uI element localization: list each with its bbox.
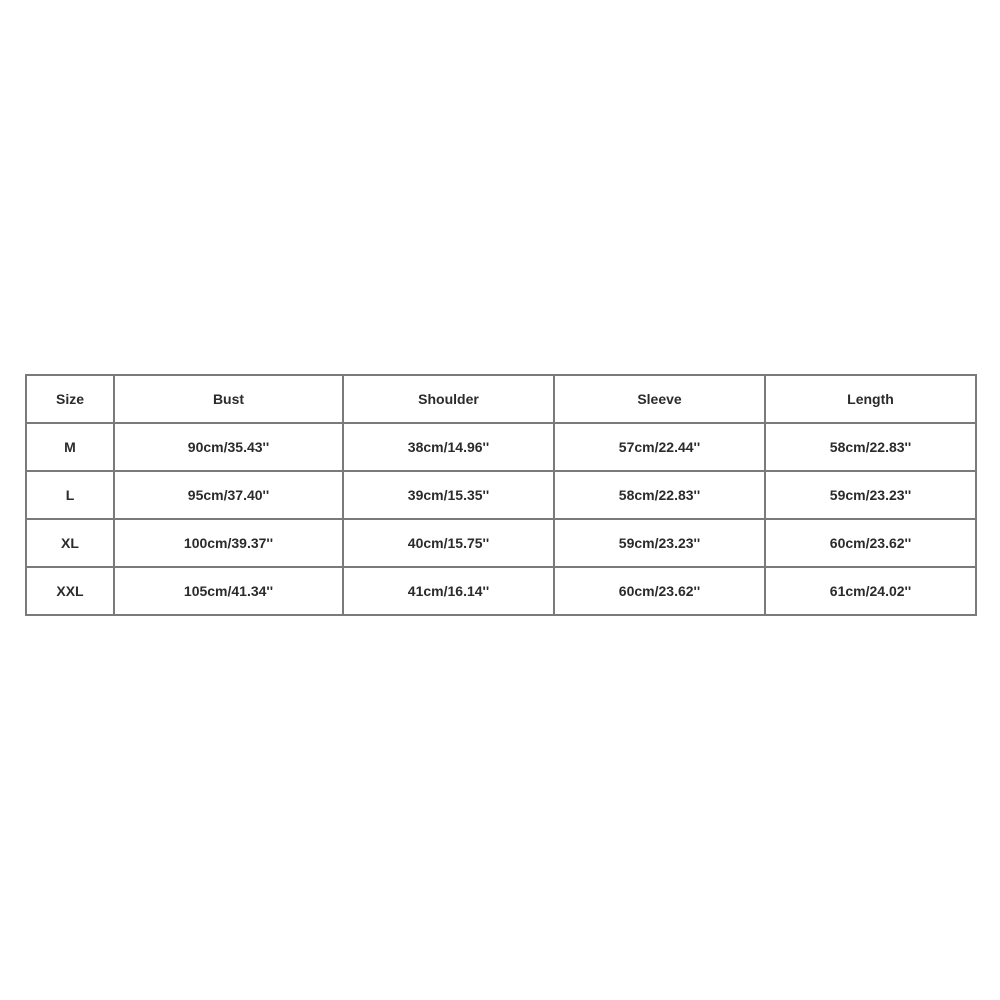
cell-length: 61cm/24.02'' <box>765 567 976 615</box>
cell-length: 60cm/23.62'' <box>765 519 976 567</box>
table-row <box>26 423 976 471</box>
cell-sleeve: 60cm/23.62'' <box>554 567 765 615</box>
cell-sleeve: 59cm/23.23'' <box>554 519 765 567</box>
cell-sleeve: 57cm/22.44'' <box>554 423 765 471</box>
cell-size: L <box>26 471 114 519</box>
cell-size: XL <box>26 519 114 567</box>
cell-length: 58cm/22.83'' <box>765 423 976 471</box>
size-chart-table <box>25 374 977 616</box>
cell-length: 59cm/23.23'' <box>765 471 976 519</box>
cell-shoulder: 41cm/16.14'' <box>343 567 554 615</box>
header-shoulder: Shoulder <box>343 375 554 423</box>
header-length: Length <box>765 375 976 423</box>
cell-bust: 95cm/37.40'' <box>114 471 343 519</box>
header-size: Size <box>26 375 114 423</box>
cell-sleeve: 58cm/22.83'' <box>554 471 765 519</box>
cell-size: XXL <box>26 567 114 615</box>
table-row <box>26 471 976 519</box>
header-row <box>26 375 976 423</box>
header-sleeve: Sleeve <box>554 375 765 423</box>
table-row <box>26 519 976 567</box>
header-bust: Bust <box>114 375 343 423</box>
cell-bust: 90cm/35.43'' <box>114 423 343 471</box>
cell-bust: 105cm/41.34'' <box>114 567 343 615</box>
cell-shoulder: 38cm/14.96'' <box>343 423 554 471</box>
table-row <box>26 567 976 615</box>
cell-size: M <box>26 423 114 471</box>
cell-shoulder: 39cm/15.35'' <box>343 471 554 519</box>
cell-bust: 100cm/39.37'' <box>114 519 343 567</box>
cell-shoulder: 40cm/15.75'' <box>343 519 554 567</box>
